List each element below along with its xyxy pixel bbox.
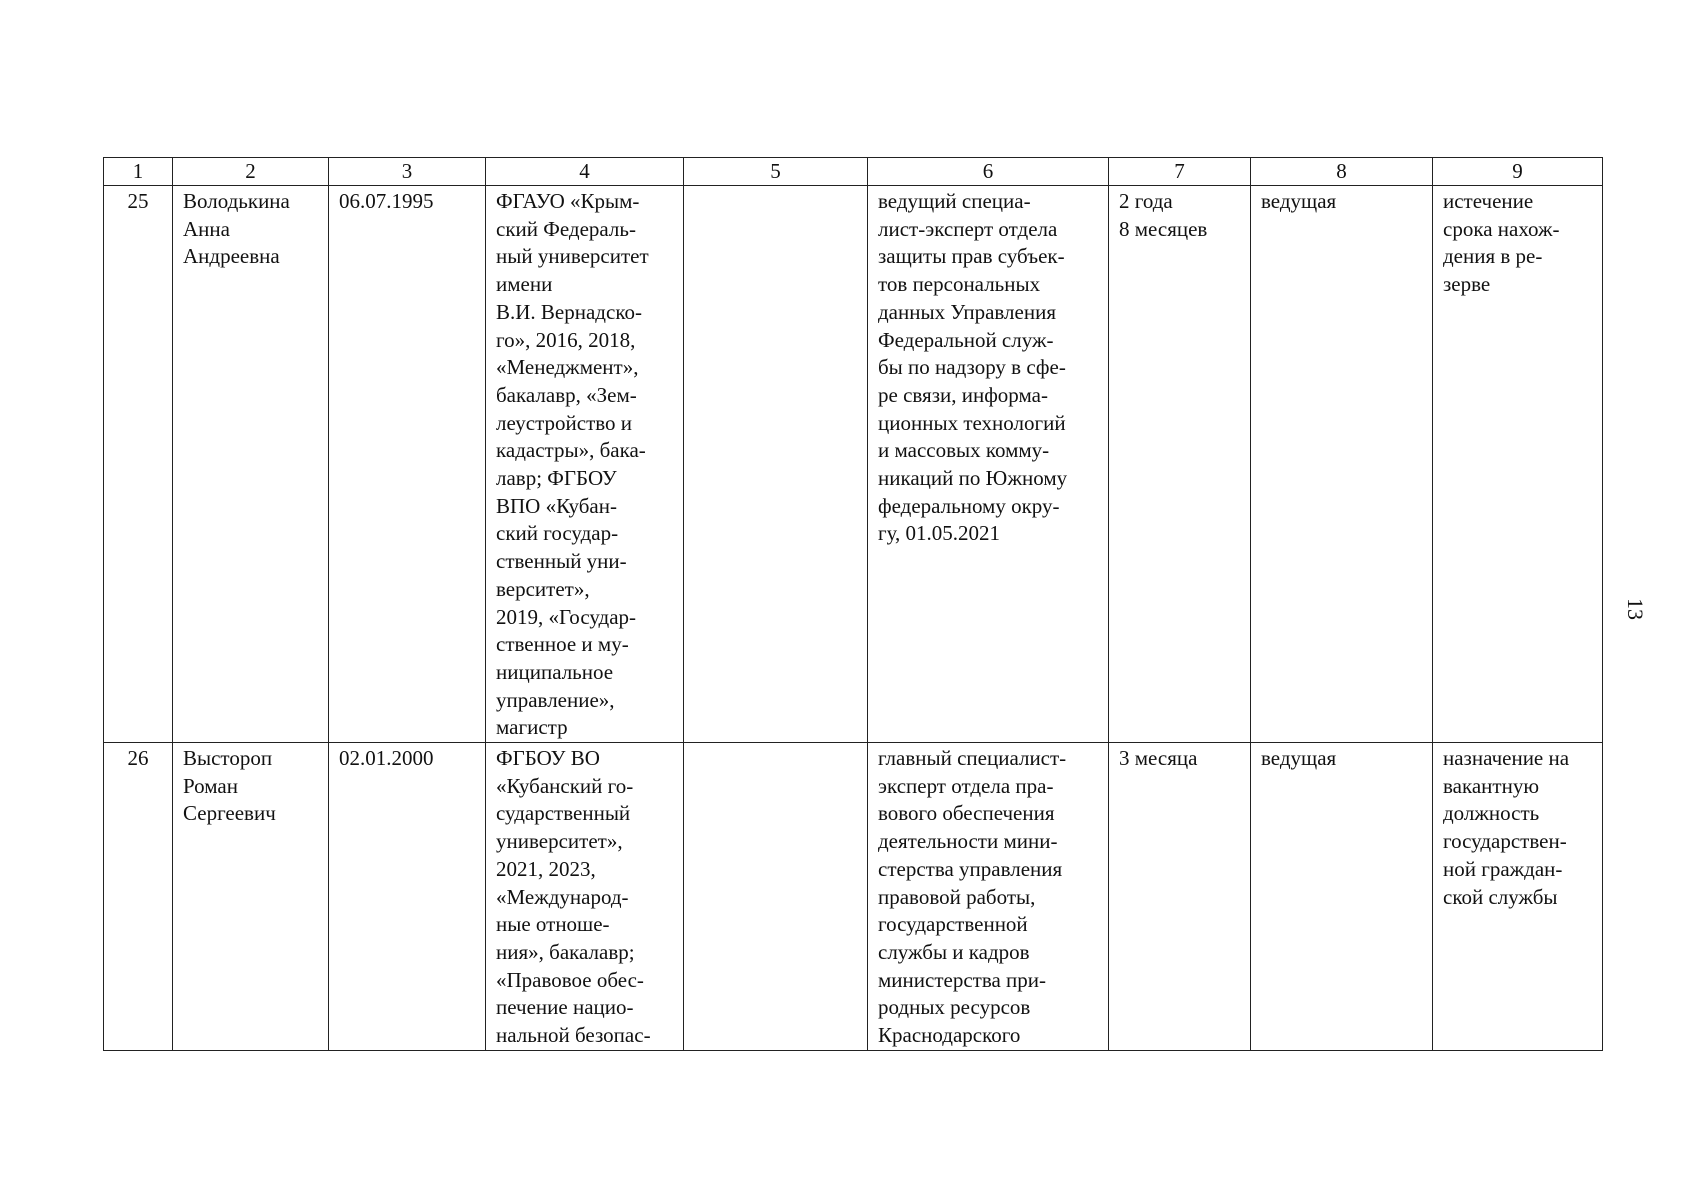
position-group-cell: ведущая xyxy=(1251,743,1433,1051)
exclusion-reason-cell: истечение срока нахож- дения в ре- зерве xyxy=(1433,186,1603,743)
column-header-6: 6 xyxy=(868,158,1109,186)
table-row xyxy=(104,186,1603,743)
page-number: 13 xyxy=(1623,598,1648,620)
birth-date-cell: 02.01.2000 xyxy=(329,743,486,1051)
birth-date-cell: 06.07.1995 xyxy=(329,186,486,743)
education-cell: ФГБОУ ВО «Кубанский го- сударственный университет», 2021, 2023, «Международ- ные отноше- ния», бакалавр; «Правовое обес- печение нацио- нальной безопас- xyxy=(486,743,684,1051)
row-number: 26 xyxy=(104,743,173,1051)
column-5-cell xyxy=(684,743,868,1051)
position-cell: главный специалист- эксперт отдела пра- вового обеспечения деятельности мини- стерства управления правовой работы, государственной службы и кадров министерства при- родных ресурсов Краснодарского xyxy=(868,743,1109,1051)
column-header-3: 3 xyxy=(329,158,486,186)
experience-cell: 2 года 8 месяцев xyxy=(1109,186,1251,743)
experience-cell: 3 месяца xyxy=(1109,743,1251,1051)
column-header-8: 8 xyxy=(1251,158,1433,186)
table-row xyxy=(104,743,1603,1051)
column-number-row xyxy=(104,158,1603,186)
column-header-9: 9 xyxy=(1433,158,1603,186)
column-5-cell xyxy=(684,186,868,743)
column-header-7: 7 xyxy=(1109,158,1251,186)
position-group-cell: ведущая xyxy=(1251,186,1433,743)
full-name-cell: Высторoп Роман Сергеевич xyxy=(173,743,329,1051)
exclusion-reason-cell: назначение на вакантную должность государствен- ной граждан- ской службы xyxy=(1433,743,1603,1051)
position-cell: ведущий специа- лист-эксперт отдела защиты прав субъек- тов персональных данных Управления Федеральной служ- бы по надзору в сфе- ре связи, информа- ционных технологий и массовых комму- никаций по Южному федеральному окру- гу, 01.05.2021 xyxy=(868,186,1109,743)
education-cell: ФГАУО «Крым- ский Федераль- ный университет имени В.И. Вернадско- го», 2016, 2018, «Менеджмент», бакалавр, «Зем- леустройство и кадастры», бака- лавр; ФГБОУ ВПО «Кубан- ский государ- ственный уни- верситет», 2019, «Государ- ственное и му- ниципальное управление», магистр xyxy=(486,186,684,743)
column-header-5: 5 xyxy=(684,158,868,186)
reserve-table xyxy=(103,157,1603,1051)
row-number: 25 xyxy=(104,186,173,743)
column-header-2: 2 xyxy=(173,158,329,186)
full-name-cell: Володькина Анна Андреевна xyxy=(173,186,329,743)
column-header-1: 1 xyxy=(104,158,173,186)
column-header-4: 4 xyxy=(486,158,684,186)
